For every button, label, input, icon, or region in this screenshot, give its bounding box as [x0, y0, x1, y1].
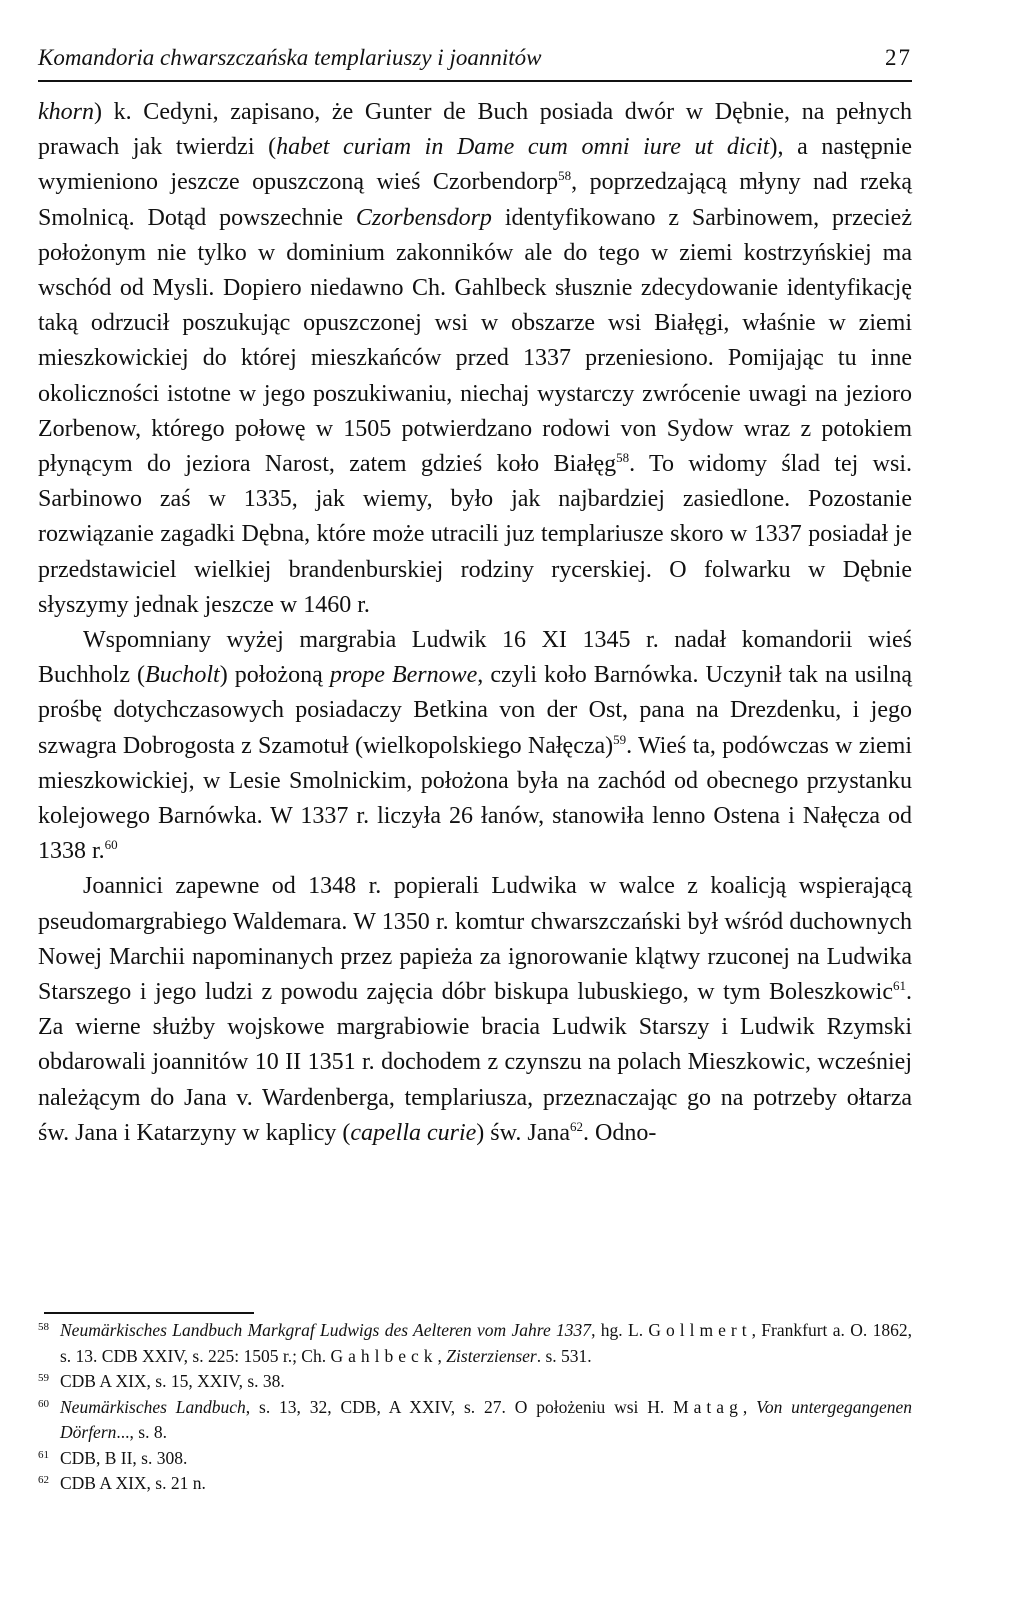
latin-quote: habet curiam in Dame cum omni iure ut dicit	[276, 134, 770, 161]
footnote-62	[38, 1471, 912, 1497]
text-run: , Frankfurt a. O. 1862, s. 13. CDB XXIV, s. 225: 1505 r.; Ch.	[60, 1320, 912, 1366]
footnotes	[38, 1318, 912, 1497]
footnote-mark: 58	[38, 1321, 49, 1333]
footnote-61	[38, 1446, 912, 1472]
text-run: ) św. Jana	[476, 1119, 571, 1146]
italic-title: Neumärkisches Landbuch Markgraf Ludwigs des Aelteren vom Jahre 1337	[60, 1320, 592, 1340]
text-run: , hg. L.	[591, 1320, 649, 1340]
paragraph-3	[38, 869, 912, 1151]
text-run: , s. 13, 32, CDB, A XXIV, s. 27. O położeniu wsi H.	[245, 1396, 674, 1417]
italic-term: capella curie	[350, 1119, 477, 1146]
spaced-author: Gahlbeck	[330, 1345, 438, 1366]
text-run: . s. 531.	[536, 1345, 592, 1366]
text-run: ), a następnie wymieniono jeszcze opuszczoną wieś Czorbendorp	[38, 134, 913, 196]
footnote-mark: 61	[38, 1448, 49, 1461]
italic-term: Czorbensdorp	[355, 204, 492, 231]
footnote-rule	[44, 1312, 254, 1314]
footnote-ref[interactable]: 58	[558, 168, 572, 184]
footnote-mark: 60	[38, 1397, 49, 1410]
text-run: CDB, B II, s. 308.	[60, 1447, 188, 1468]
footnote-mark: 62	[38, 1474, 49, 1486]
text-run: . To widomy ślad tej wsi. Sarbinowo zaś w 1335, jak wiemy, było jak najbardziej zasiedlone. Pozostanie rozwiązanie zagadki Dębna, które może utracili juz templariusze skoro w 1337 posiadał je przedstawiciel wielkiej brandenburskiej rodziny rycerskiej. O folwarku w Dębnie słyszymy jednak jeszcze w 1460 r.	[38, 451, 912, 618]
italic-title: Neumärkisches Landbuch	[60, 1396, 246, 1417]
footnote-ref[interactable]: 58	[616, 450, 630, 466]
text-run: ..., s. 8.	[116, 1422, 167, 1442]
italic-term: Bucholt	[145, 662, 220, 689]
text-run: , poprzedzającą młyny nad rzeką Smolnicą. Dotąd powszechnie	[38, 169, 912, 231]
text-run: CDB A XIX, s. 15, XXIV, s. 38.	[60, 1371, 285, 1391]
main-text	[38, 95, 912, 1151]
text-run: , czyli koło Barnówka. Uczynił tak na usilną prośbę dotychczasowych posiadaczy Betkina von der Ost, pana na Drezdenku, i jego szwagra Dobrogosta z Szamotuł (wielkopolskiego Nałęcza)	[38, 662, 912, 759]
footnote-58	[38, 1318, 912, 1369]
text-run: ) k. Cedyni, zapisano, że Gunter de Buch posiada dwór w Dębnie, na pełnych prawach jak twierdzi (	[38, 99, 912, 161]
footnote-ref[interactable]: 59	[613, 731, 627, 747]
footnote-60	[38, 1395, 912, 1446]
text-run: CDB A XIX, s. 21 n.	[60, 1473, 206, 1493]
header-rule	[38, 80, 912, 82]
text-run: . Wieś ta, podówczas w ziemi mieszkowickiej, w Lesie Smolnickim, położona była na zachód od obecnego przystanku kolejowego Barnówka. W 1337 r. liczyła 26 łanów, stanowiła lenno Ostena i Nałęcza od 1338 r.	[38, 732, 913, 865]
text-run: identyfikowano z Sarbinowem, przecież położonym nie tylko w dominium zakonników ale do tego w ziemi kostrzyńskiej ma wschód od Mysli. Dopiero niedawno Ch. Gahlbeck słusznie zdecydowanie identyfikację taką odrzucił poszukując opuszczonej wsi w obszarze wsi Białęgi, właśnie w ziemi mieszkowickiej do której mieszkańców przed 1337 przeniesiono. Pomijając tu inne okoliczności istotne w jego poszukiwaniu, niechaj wystarczy zwrócenie uwagi na jezioro Zorbenow, którego połowę w 1505 potwierdzano rodowi von Sydow wraz z potokiem płynącym do jeziora Narost, zatem gdzieś koło Białęg	[38, 204, 912, 478]
running-title: Komandoria chwarszczańska templariuszy i joannitów	[38, 45, 542, 70]
spaced-author: Gollmert	[648, 1320, 752, 1340]
page-number: 27	[885, 45, 912, 70]
footnote-ref[interactable]: 60	[104, 837, 118, 853]
italic-term: khorn	[38, 99, 94, 125]
text-run: . Odno-	[583, 1119, 657, 1146]
footnote-ref[interactable]: 62	[570, 1118, 584, 1134]
spaced-author: Matag	[673, 1396, 743, 1417]
paragraph-2	[38, 623, 912, 869]
text-run: Joannici zapewne od 1348 r. popierali Ludwika w walce z koalicją wspierającą pseudomargrabiego Waldemara. W 1350 r. komtur chwarszczański był wśród duchownych Nowej Marchii napominanych przez papieża za ignorowanie klątwy rzuconej na Ludwika Starszego i jego ludzi z powodu zajęcia dóbr biskupa lubuskiego, w tym Boleszkowic	[38, 873, 912, 1006]
footnote-59	[38, 1369, 912, 1395]
italic-title: Zisterzienser	[446, 1345, 537, 1366]
footnote-mark: 59	[38, 1372, 49, 1384]
text-run: ) położoną	[219, 662, 330, 689]
paragraph-1	[38, 95, 912, 623]
footnote-ref[interactable]: 61	[893, 978, 906, 994]
text-run: . Za wierne służby wojskowe margrabiowie bracia Ludwik Starszy i Ludwik Rzymski obdarowali joannitów 10 II 1351 r. dochodem z czynszu na polach Mieszkowic, wcześniej należącym do Jana v. Wardenberga, templariusza, przeznaczając go na potrzeby ołtarza św. Jana i Katarzyny w kaplicy (	[38, 979, 912, 1146]
italic-title: Von untergegangenen Dörfern	[60, 1396, 913, 1442]
text-run: ,	[437, 1345, 447, 1366]
italic-term: prope Bernowe	[329, 662, 478, 689]
text-run: Wspomniany wyżej margrabia Ludwik 16 XI 1345 r. nadał komandorii wieś Buchholz (	[38, 627, 912, 689]
text-run: ,	[742, 1396, 757, 1417]
